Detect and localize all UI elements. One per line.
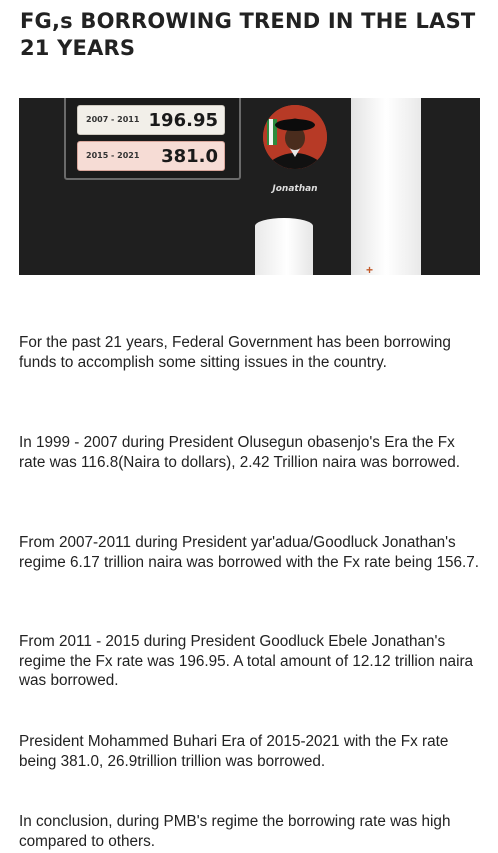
portrait-illustration (263, 105, 327, 169)
paragraph-jonathan-era: From 2011 - 2015 during President Goodluck Ebele Jonathan's regime the Fx rate was 196.95. A total amount of 12.12 trillion naira was borrowed. (19, 633, 474, 689)
article-title: FG,s BORROWING TREND IN THE LAST 21 YEARS (20, 9, 476, 60)
fx-rate-row (77, 141, 225, 171)
fx-rate-table (64, 98, 241, 180)
portrait-caption: Jonathan (272, 184, 318, 194)
fx-rate-value: 381.0 (161, 146, 218, 167)
paragraph-intro: For the past 21 years, Federal Government has been borrowing funds to accomplish some sitting issues in the country. (19, 334, 451, 371)
president-portrait (263, 105, 327, 169)
chart-bar (351, 98, 421, 275)
paragraph-conclusion: In conclusion, during PMB's regime the borrowing rate was high compared to others. (19, 813, 451, 850)
marker-icon: + (366, 263, 374, 275)
paragraph-buhari-era: President Mohammed Buhari Era of 2015-2021 with the Fx rate being 381.0, 26.9trillion trillion was borrowed. (19, 733, 449, 770)
fx-rate-years: 2015 - 2021 (86, 151, 140, 160)
infographic-banner-image (19, 98, 480, 275)
paragraph-yaradua-era: From 2007-2011 during President yar'adua/Goodluck Jonathan's regime 6.17 trillion naira was borrowed with the Fx rate being 156.7. (19, 534, 479, 571)
fx-rate-years: 2007 - 2011 (86, 115, 140, 124)
fx-rate-row (77, 105, 225, 135)
fx-rate-value: 196.95 (148, 110, 218, 131)
paragraph-obasanjo-era: In 1999 - 2007 during President Olusegun obasenjo's Era the Fx rate was 116.8(Naira to dollars), 2.42 Trillion naira was borrowed. (19, 434, 460, 471)
chart-bar (255, 218, 313, 275)
